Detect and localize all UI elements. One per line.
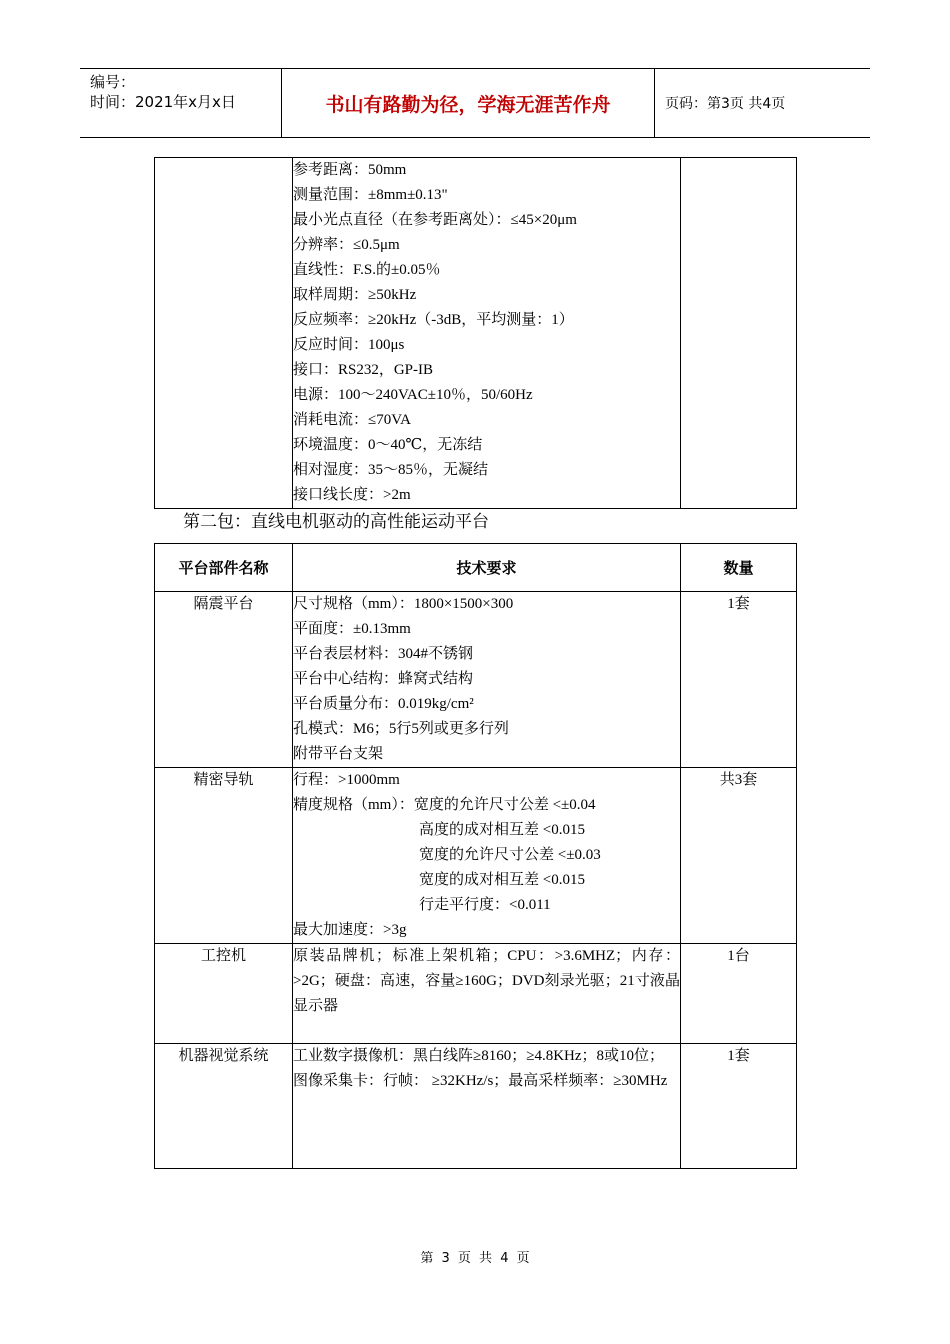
page-header (80, 68, 870, 138)
header-page-info: 页码：第3页 共4页 (665, 96, 786, 112)
spec-line: 平台表层材料：304#不锈钢 (293, 646, 474, 662)
spec-line: 最大加速度：>3g (293, 922, 407, 938)
spec-line: 反应时间：100μs (293, 337, 405, 353)
spec-line: 尺寸规格（mm）：1800×1500×300 (293, 596, 514, 612)
spec-line: 相对湿度：35～85％，无凝结 (293, 462, 489, 478)
component-spec (293, 592, 681, 768)
col-header-spec: 技术要求 (293, 544, 681, 592)
component-qty: 1台 (681, 944, 797, 1044)
spec-line: 孔模式：M6；5行5列或更多行列 (293, 721, 509, 737)
spec-line: 宽度的成对相互差 <0.015 (419, 872, 585, 888)
spec-line: 宽度的允许尺寸公差 <±0.03 (419, 847, 601, 863)
spec-line: 反应频率：≥20kHz（-3dB，平均测量：1） (293, 312, 574, 328)
component-spec (293, 944, 681, 1044)
platform-spec-table (154, 543, 797, 1169)
spec-line: 分辨率：≤0.5μm (293, 237, 400, 253)
table-cell-empty (681, 158, 797, 509)
number-label: 编号： (90, 73, 136, 91)
spec-line: 最小光点直径（在参考距离处）：≤45×20μm (293, 212, 577, 228)
spec-paragraph: 工业数字摄像机：黑白线阵≥8160；≥4.8KHz；8或10位； (293, 1048, 665, 1064)
spec-line: 接口：RS232，GP-IB (293, 362, 434, 378)
spec-line: 取样周期：≥50kHz (293, 287, 417, 303)
spec-line: 直线性：F.S.的±0.05％ (293, 262, 441, 278)
table-row (155, 768, 797, 944)
spec-line: 附带平台支架 (293, 746, 384, 762)
spec-line: 高度的成对相互差 <0.015 (419, 822, 585, 838)
col-header-name: 平台部件名称 (155, 544, 293, 592)
col-header-qty: 数量 (681, 544, 797, 592)
spec-paragraph: 图像采集卡：行帧： ≥32KHz/s；最高采样频率：≥30MHz (293, 1073, 668, 1089)
page-footer: 第 3 页 共 4 页 (420, 1251, 530, 1266)
spec-line: 平台质量分布：0.019kg/cm² (293, 696, 474, 712)
component-spec (293, 1044, 681, 1169)
spec-line: 测量范围：±8mm±0.13" (293, 187, 448, 203)
component-qty: 1套 (681, 592, 797, 768)
spec-list (293, 158, 681, 509)
table-cell-empty (155, 158, 293, 509)
header-meta (80, 69, 282, 137)
header-motto: 书山有路勤为径，学海无涯苦作舟 (282, 69, 655, 137)
spec-line: 平面度：±0.13mm (293, 621, 411, 637)
spec-line: 参考距离：50mm (293, 162, 407, 178)
spec-line: 平台中心结构：蜂窝式结构 (293, 671, 474, 687)
spec-paragraph: 原装品牌机；标准上架机箱；CPU：>3.6MHZ；内存：>2G；硬盘：高速，容量≥160G；DVD刻录光驱；21寸液晶显示器 (293, 948, 680, 1014)
component-name: 隔震平台 (155, 592, 293, 768)
table-row (155, 592, 797, 768)
component-name: 工控机 (155, 944, 293, 1044)
component-spec (293, 768, 681, 944)
table-header-row (155, 544, 797, 592)
table-row (155, 1044, 797, 1169)
spec-line: 电源：100～240VAC±10％，50/60Hz (293, 387, 533, 403)
table-row (155, 944, 797, 1044)
spec-line: 精度规格（mm）：宽度的允许尺寸公差 <±0.04 (293, 797, 596, 813)
component-name: 机器视觉系统 (155, 1044, 293, 1169)
spec-line: 环境温度：0～40℃，无冻结 (293, 437, 483, 453)
component-name: 精密导轨 (155, 768, 293, 944)
section-title: 第二包：直线电机驱动的高性能运动平台 (183, 512, 489, 532)
time-label: 时间：2021年x月x日 (90, 93, 236, 111)
spec-line: 行程：>1000mm (293, 772, 400, 788)
spec-line: 接口线长度：>2m (293, 487, 411, 503)
spec-line: 行走平行度：<0.011 (419, 897, 551, 913)
component-qty: 共3套 (681, 768, 797, 944)
spec-table-continued (154, 157, 797, 509)
component-qty: 1套 (681, 1044, 797, 1169)
spec-line: 消耗电流：≤70VA (293, 412, 411, 428)
